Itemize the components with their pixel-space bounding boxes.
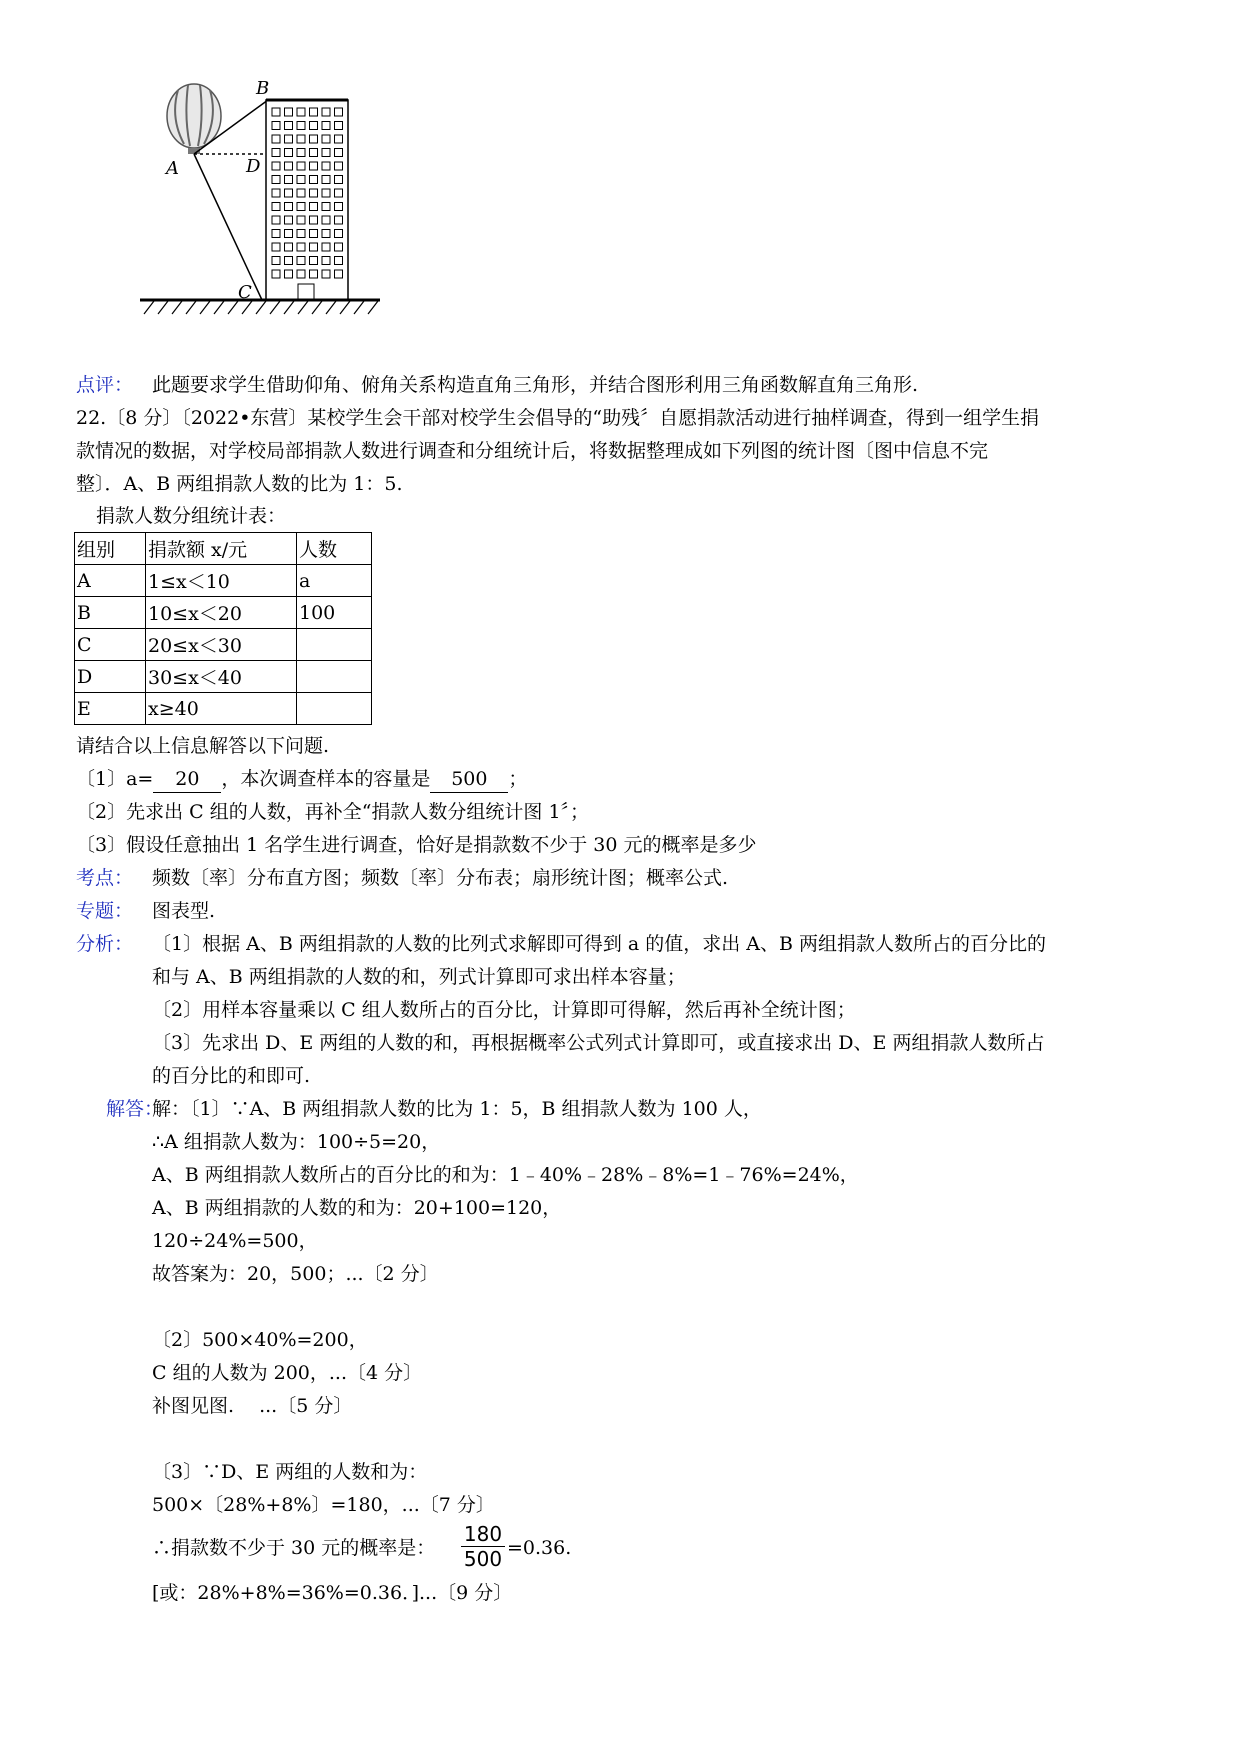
table-row [75,597,372,629]
q1-suffix: ； [508,768,528,790]
label-D: D [246,156,261,177]
table-cell: 30≤x＜40 [146,661,297,693]
jieda-line: 补图见图. ...〔5 分〕 [152,1395,353,1417]
fenxi-line: 〔1〕根据 A、B 两组捐款的人数的比列式求解即可得到 a 的值，求出 A、B 两组捐款人数所占的百分比的 [152,933,1047,955]
fenxi-line: 〔2〕用样本容量乘以 C 组人数所占的百分比，计算即可得解，然后再补全统计图； [152,999,856,1021]
questions-intro: 请结合以上信息解答以下问题. [76,735,330,757]
table-cell: 100 [297,597,372,629]
jieda-line: 解：〔1〕∵A、B 两组捐款人数的比为 1：5，B 组捐款人数为 100 人， [152,1098,762,1120]
table-cell: 10≤x＜20 [146,597,297,629]
kaodian-label: 考点： [76,867,134,889]
probability-fraction [461,1523,505,1570]
table-cell: C [75,629,146,661]
question-3: 〔3〕假设任意抽出 1 名学生进行调查，恰好是捐款数不少于 30 元的概率是多少 [76,834,757,856]
q1-prefix: 〔1〕a= [76,768,154,790]
building [266,100,348,300]
fraction-denominator: 500 [463,1547,503,1571]
fenxi-line: 〔3〕先求出 D、E 两组的人数的和，再根据概率公式列式计算即可，或直接求出 D、E 两组捐款人数所占 [152,1032,1045,1054]
zhuanti-label: 专题： [76,900,134,922]
fenxi-line: 的百分比的和即可. [152,1065,311,1087]
jieda-line: 〔3〕∵D、E 两组的人数和为： [152,1461,428,1483]
header-cell: 组别 [75,533,146,565]
table-cell: E [75,693,146,725]
jieda-line: 120÷24%=500， [152,1230,318,1252]
problem-line-2: 款情况的数据，对学校局部捐款人数进行调查和分组统计后，将数据整理成如下列图的统计图〔图中信息不完 [76,440,989,462]
jieda-line: C 组的人数为 200，...〔4 分〕 [152,1362,423,1384]
question-2: 〔2〕先求出 C 组的人数，再补全“捐款人数分组统计图 1〞； [76,801,590,823]
label-B: B [256,78,270,99]
jieda-line: 故答案为：20，500；...〔2 分〕 [152,1263,439,1285]
jieda-line: A、B 两组捐款人数所占的百分比的和为：1﹣40%﹣28%﹣8%=1﹣76%=24%， [152,1164,859,1186]
table-cell: a [297,565,372,597]
header-cell: 人数 [297,533,372,565]
jieda-line: 〔2〕500×40%=200， [152,1329,368,1351]
donation-group-table [74,532,372,725]
balloon-building-figure [140,78,440,358]
jieda-line: [或：28%+8%=36%=0.36．]...〔9 分〕 [152,1582,513,1604]
problem-line-1: 22.〔8 分〕〔2022•东营〕某校学生会干部对校学生会倡导的“助残〞自愿捐款活动进行抽样调查，得到一组学生捐 [76,407,1040,429]
header-cell: 捐款额 x/元 [146,533,297,565]
table-row [75,661,372,693]
jieda-line: A、B 两组捐款的人数的和为：20+100=120， [152,1197,562,1219]
table-cell: D [75,661,146,693]
commentary-label: 点评： [76,374,134,396]
table-row [75,565,372,597]
table-cell [297,661,372,693]
jieda-line: ∴捐款数不少于 30 元的概率是： [152,1537,436,1559]
table-cell: B [75,597,146,629]
table-header-row [75,533,372,565]
jieda-line: ∴A 组捐款人数为：100÷5=20， [152,1131,441,1153]
fenxi-line: 和与 A、B 两组捐款的人数的和，列式计算即可求出样本容量； [152,966,686,988]
table-caption: 捐款人数分组统计表： [96,505,287,527]
label-A: A [166,158,179,179]
zhuanti-text: 图表型. [152,900,216,922]
jieda-label: 解答： [106,1098,164,1120]
q1-answer-a: 20 [153,766,221,793]
balloon-icon [167,84,221,154]
jieda-line: =0.36. [507,1537,572,1559]
table-cell: x≥40 [146,693,297,725]
table-row [75,629,372,661]
table-row [75,693,372,725]
fenxi-label: 分析： [76,933,134,955]
table-cell: A [75,565,146,597]
fraction-numerator: 180 [463,1522,503,1546]
q1-mid: ，本次调查样本的容量是 [221,768,431,790]
q1-answer-sample: 500 [430,766,508,793]
label-C: C [238,282,252,303]
jieda-line: 500×〔28%+8%〕=180，...〔7 分〕 [152,1494,495,1516]
commentary-text: 此题要求学生借助仰角、俯角关系构造直角三角形，并结合图形利用三角函数解直角三角形. [152,374,919,396]
table-cell [297,629,372,661]
table-cell [297,693,372,725]
question-1 [76,766,527,793]
problem-line-3: 整〕．A、B 两组捐款人数的比为 1：5. [76,473,403,495]
table-cell: 20≤x＜30 [146,629,297,661]
table-cell: 1≤x＜10 [146,565,297,597]
kaodian-text: 频数〔率〕分布直方图；频数〔率〕分布表；扇形统计图；概率公式. [152,867,729,889]
